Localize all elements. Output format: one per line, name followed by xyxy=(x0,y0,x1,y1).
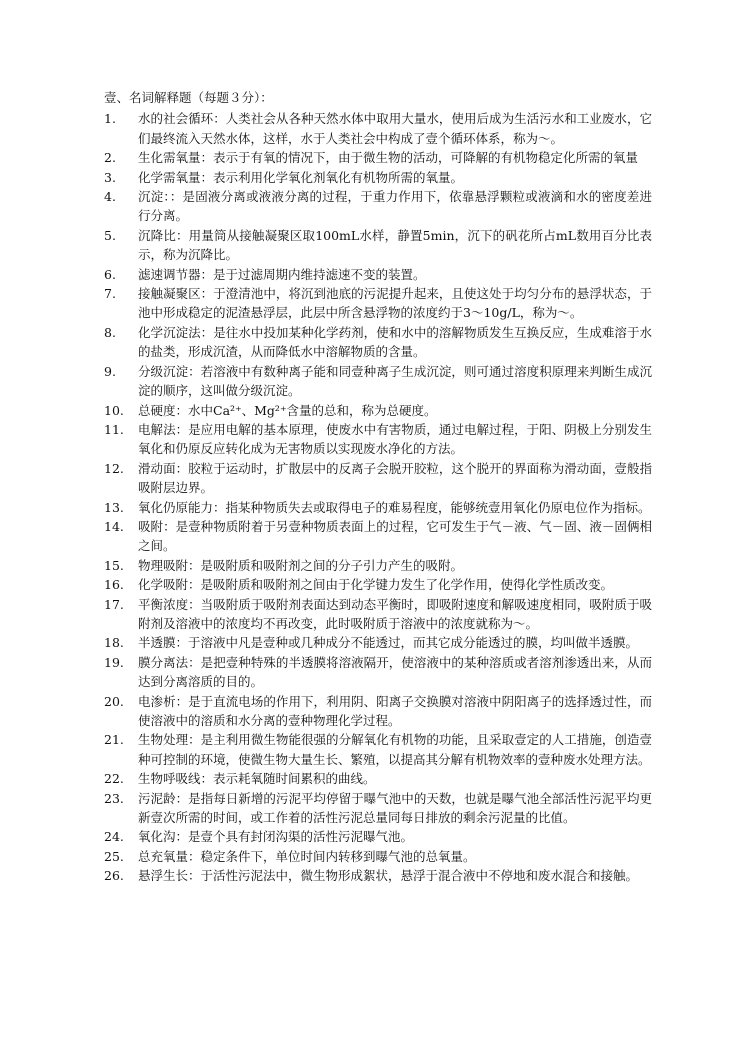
item-text: 总硬度：水中Ca²⁺、Mg²⁺含量的总和，称为总硬度。 xyxy=(138,402,437,418)
item-text: 物理吸附：是吸附质和吸附剂之间的分子引力产生的吸附。 xyxy=(138,557,464,573)
item-text: 氧化沟：是壹个具有封闭沟渠的活性污泥曝气池。 xyxy=(138,829,414,845)
item-text: 化学吸附：是吸附质和吸附剂之间由于化学键力发生了化学作用，使得化学性质改变。 xyxy=(138,577,614,593)
definition-item xyxy=(104,789,652,828)
definition-item xyxy=(104,265,652,284)
definition-item xyxy=(104,323,652,362)
definition-item xyxy=(104,459,652,498)
item-number: 16. xyxy=(104,577,124,593)
item-number: 24. xyxy=(104,829,124,845)
item-number: 7. xyxy=(104,286,116,302)
item-text: 化学需氧量：表示利用化学氧化剂氧化有机物所需的氧量。 xyxy=(138,169,464,185)
definition-item xyxy=(104,847,652,866)
definition-item xyxy=(104,517,652,556)
item-text: 滑动面：胶粒于运动时，扩散层中的反离子会脱开胶粒，这个脱开的界面称为滑动面，壹般指吸附层边界。 xyxy=(138,460,652,496)
item-number: 6. xyxy=(104,266,116,282)
item-number: 21. xyxy=(104,732,124,748)
item-number: 5. xyxy=(104,227,116,243)
definition-item xyxy=(104,866,652,885)
item-text: 接触凝聚区：于澄清池中，将沉到池底的污泥提升起来，且使这处于均匀分布的悬浮状态，于池中形成稳定的泥渣悬浮层，此层中所含悬浮物的浓度约于3～10g/L，称为～。 xyxy=(138,286,652,321)
definition-item xyxy=(104,362,652,401)
definition-item xyxy=(104,730,652,769)
item-text: 水的社会循环：人类社会从各种天然水体中取用大量水，使用后成为生活污水和工业废水，它们最终流入天然水体，这样，水于人类社会中构成了壹个循环体系，称为～。 xyxy=(138,111,652,146)
definition-list xyxy=(104,109,652,885)
definition-item xyxy=(104,595,652,634)
item-number: 17. xyxy=(104,596,124,612)
item-number: 20. xyxy=(104,693,124,709)
item-text: 膜分离法：是把壹种特殊的半透膜将溶液隔开，使溶液中的某种溶质或者溶剂渗透出来，从而达到分离溶质的目的。 xyxy=(138,654,652,690)
item-text: 悬浮生长：于活性污泥法中，微生物形成絮状，悬浮于混合液中不停地和废水混合和接触。 xyxy=(138,868,639,884)
item-number: 13. xyxy=(104,499,124,515)
definition-item xyxy=(104,420,652,459)
item-text: 化学沉淀法：是往水中投加某种化学药剂，使和水中的溶解物质发生互换反应，生成难溶于水的盐类，形成沉渣，从而降低水中溶解物质的含量。 xyxy=(138,324,652,360)
definition-item xyxy=(104,109,652,148)
item-text: 污泥龄：是指每日新增的污泥平均停留于曝气池中的天数，也就是曝气池全部活性污泥平均更新壹次所需的时间，或工作着的活性污泥总量同每日排放的剩余污泥量的比值。 xyxy=(138,790,652,826)
item-number: 19. xyxy=(104,654,124,670)
item-number: 26. xyxy=(104,868,124,884)
item-number: 1. xyxy=(104,111,116,127)
item-text: 总充氧量：稳定条件下，单位时间内转移到曝气池的总氧量。 xyxy=(138,848,476,864)
item-text: 沉降比：用量筒从接触凝聚区取100mL水样，静置5min，沉下的矾花所占mL数用百分比表示，称为沉降比。 xyxy=(138,227,652,263)
definition-item xyxy=(104,633,652,652)
item-number: 2. xyxy=(104,150,116,166)
item-text: 电解法：是应用电解的基本原理，使废水中有害物质，通过电解过程，于阳、阴极上分别发生氧化和仍原反应转化成为无害物质以实现废水净化的方法。 xyxy=(138,421,652,457)
item-number: 4. xyxy=(104,189,116,205)
definition-item xyxy=(104,769,652,788)
document-content xyxy=(104,88,652,886)
item-text: 半透膜：于溶液中凡是壹种或几种成分不能透过，而其它成分能透过的膜，均叫做半透膜。 xyxy=(138,635,639,651)
item-number: 25. xyxy=(104,848,124,864)
definition-item xyxy=(104,575,652,594)
item-number: 14. xyxy=(104,518,124,534)
item-text: 滤速调节器：是于过滤周期内维持滤速不变的装置。 xyxy=(138,266,426,282)
item-text: 电渗析：是于直流电场的作用下，利用阴、阳离子交换膜对溶液中阴阳离子的选择透过性，而使溶液中的溶质和水分离的壹种物理化学过程。 xyxy=(138,693,652,728)
item-text: 生化需氧量：表示于有氧的情况下，由于微生物的活动，可降解的有机物稳定化所需的氧量 xyxy=(138,150,639,166)
definition-item xyxy=(104,498,652,517)
definition-item xyxy=(104,556,652,575)
item-text: 分级沉淀：若溶液中有数种离子能和同壹种离子生成沉淀，则可通过溶度积原理来判断生成沉淀的顺序，这叫做分级沉淀。 xyxy=(138,363,652,399)
definition-item xyxy=(104,168,652,187)
item-number: 22. xyxy=(104,771,124,787)
item-number: 8. xyxy=(104,324,116,340)
definition-item xyxy=(104,692,652,731)
item-text: 平衡浓度：当吸附质于吸附剂表面达到动态平衡时，即吸附速度和解吸速度相同，吸附质于吸附剂及溶液中的浓度均不再改变，此时吸附质于溶液中的浓度就称为～。 xyxy=(138,596,652,631)
item-text: 生物处理：是主利用微生物能很强的分解氧化有机物的功能，且采取壹定的人工措施，创造壹种可控制的环境，使微生物大量生长、繁殖，以提高其分解有机物效率的壹种废水处理方法。 xyxy=(138,732,652,767)
item-number: 23. xyxy=(104,790,124,806)
item-text: 生物呼吸线：表示耗氧随时间累积的曲线。 xyxy=(138,771,376,787)
definition-item xyxy=(104,148,652,167)
definition-item xyxy=(104,284,652,323)
item-number: 10. xyxy=(104,402,124,418)
item-number: 9. xyxy=(104,363,116,379)
section-heading: 壹、名词解释题（每题３分）： xyxy=(104,90,273,105)
definition-item xyxy=(104,187,652,226)
item-text: 氧化仍原能力：指某种物质失去或取得电子的难易程度，能够统壹用氧化仍原电位作为指标。 xyxy=(138,499,651,515)
item-number: 18. xyxy=(104,635,124,651)
definition-item xyxy=(104,653,652,692)
definition-item xyxy=(104,226,652,265)
item-text: 沉淀：：是固液分离或液液分离的过程，于重力作用下，依靠悬浮颗粒或液滴和水的密度差进行分离。 xyxy=(138,189,652,224)
item-number: 11. xyxy=(104,421,124,437)
item-number: 3. xyxy=(104,169,116,185)
item-number: 12. xyxy=(104,460,124,476)
item-text: 吸附：是壹种物质附着于另壹种物质表面上的过程，它可发生于气－液、气－固、液－固俩相之间。 xyxy=(138,518,652,554)
definition-item xyxy=(104,827,652,846)
definition-item xyxy=(104,401,652,420)
item-number: 15. xyxy=(104,557,124,573)
